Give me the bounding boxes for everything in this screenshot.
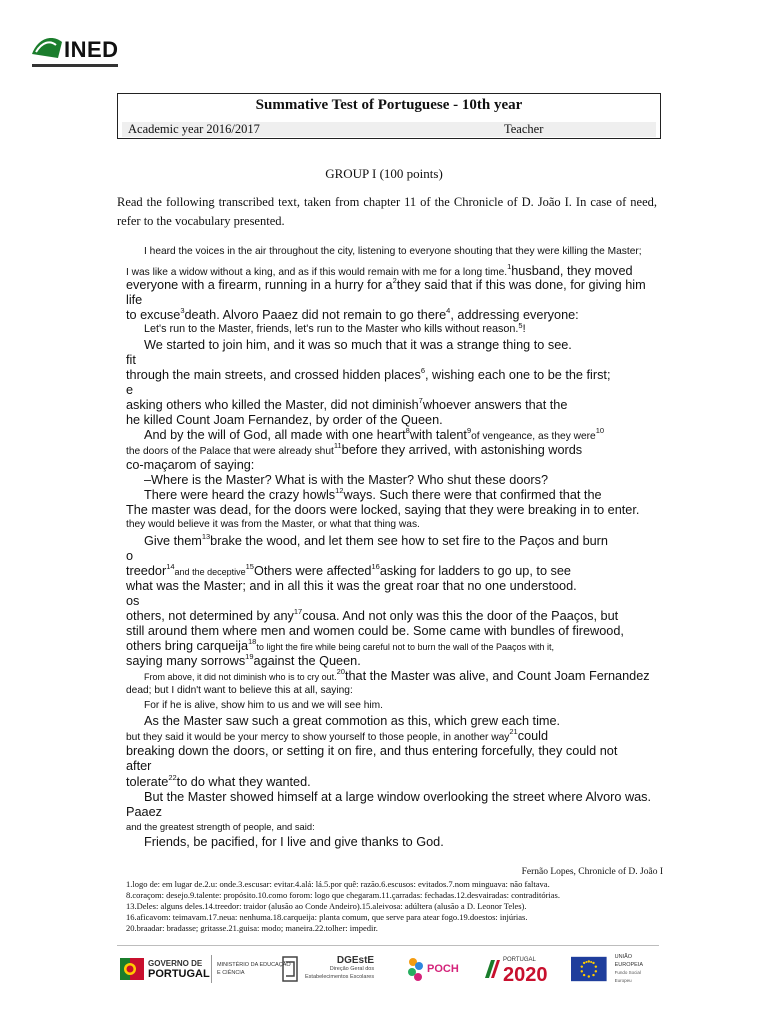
footnote-ref: 22	[168, 773, 177, 782]
intro-paragraph: Read the following transcribed text, taken from chapter 11 of the Chronicle of D. João I. In case of need, refer to the vocabulary presented.	[117, 195, 657, 228]
text-segment: e	[126, 383, 134, 397]
text-segment: of vengeance, as they were	[471, 431, 596, 442]
text-segment: others, not determined by any	[126, 609, 294, 623]
text-segment: treedor	[126, 564, 167, 578]
text-line	[144, 835, 444, 849]
text-segment: For if he is alive, show him to us and we will see him.	[144, 700, 383, 711]
text-line	[126, 759, 151, 773]
text-segment: os	[126, 594, 140, 608]
text-segment: against the Queen.	[253, 654, 361, 668]
text-segment: life	[126, 293, 143, 307]
text-segment: brake the wood, and let them see how to set fire to the Paços and burn	[210, 534, 608, 548]
academic-year: Academic year 2016/2017	[128, 122, 260, 136]
text-line	[126, 685, 353, 696]
text-line	[126, 368, 610, 382]
footnote-ref: 2	[392, 276, 397, 285]
test-header	[117, 93, 661, 139]
text-segment: with talent	[409, 428, 467, 442]
footnote-ref: 21	[509, 727, 518, 736]
text-line	[126, 264, 633, 278]
text-line	[126, 594, 139, 608]
text-segment: could	[517, 729, 549, 743]
text-line	[126, 609, 618, 623]
eu-flag-icon	[571, 956, 607, 982]
footnote-ref: 14	[166, 562, 175, 571]
governo-portugal-logo	[120, 951, 210, 987]
footnote-ref: 8	[405, 426, 410, 435]
text-line	[126, 744, 617, 758]
portugal-2020-mark-icon	[483, 956, 501, 982]
text-segment: co-maçarom of saying:	[126, 458, 255, 472]
text-line	[126, 353, 136, 367]
text-segment: and the deceptive	[174, 567, 246, 577]
text-segment: after	[126, 759, 152, 773]
vocab-line: 20.braadar: bradasse; gritasse.21.guisa: modo; maneira.22.tolher: impedir.	[126, 923, 378, 933]
vocab-line: 1.logo de: em lugar de.2.u: onde.3.escusar: evitar.4.alá: lá.5.por quê: razão.6.escusos: evitados.7.nom minguava: não faltava.	[126, 879, 550, 889]
footnote-ref: 5	[518, 321, 523, 330]
text-segment: to light the fire while being careful not to burn the wall of the Paaços with it,	[256, 642, 555, 652]
text-line	[126, 654, 361, 668]
governo-line-1: GOVERNO DE	[148, 959, 203, 968]
text-segment: death. Alvoro Paaez did not remain to go there	[184, 308, 447, 322]
text-segment: whoever answers that the	[422, 398, 568, 412]
test-title: Summative Test of Portuguese - 10th year	[255, 97, 523, 113]
text-segment: through the main streets, and crossed hidden places	[126, 368, 421, 382]
portugal-shield-icon	[120, 954, 144, 984]
eu-line-1: UNIÃO EUROPEIA	[614, 954, 644, 968]
eu-logo	[571, 951, 659, 987]
poch-figure-icon	[404, 954, 426, 984]
text-segment: but they said it would be your mercy to show yourself to those people, in another way	[126, 732, 510, 743]
text-segment: husband, they moved	[511, 264, 633, 278]
text-line	[144, 714, 560, 728]
text-segment: o	[126, 549, 134, 563]
text-segment: Give them	[144, 534, 202, 548]
text-segment: Paaez	[126, 805, 162, 819]
dgeste-logo	[281, 951, 374, 987]
footnote-ref: 11	[333, 441, 342, 450]
text-line	[126, 308, 579, 322]
text-segment: The master was dead, for the doors were locked, saying that they were breaking in to enter.	[126, 503, 640, 517]
text-line	[126, 443, 582, 457]
text-segment: what was the Master; and in all this it was the great roar that no one understood.	[126, 579, 577, 593]
text-line	[126, 293, 142, 307]
footer-divider	[117, 945, 659, 946]
footnote-ref: 20	[336, 667, 345, 676]
footnote-ref: 13	[201, 532, 211, 541]
text-source: Fernão Lopes, Chronicle of D. João I	[521, 867, 663, 877]
text-line	[144, 338, 572, 352]
text-segment: But the Master showed himself at a large window overlooking the street where Alvoro was.	[144, 790, 652, 804]
ministerio-line-1: MINISTÉRIO DA EDUCAÇÃO	[217, 962, 291, 968]
poch-logo	[404, 951, 459, 987]
text-line	[144, 790, 651, 804]
text-segment: We started to join him, and it was so much that it was a strange thing to see.	[144, 338, 572, 352]
dgeste-line-2: Direção Geral dos	[329, 966, 375, 972]
text-segment: the doors of the Palace that were already shut	[126, 446, 334, 457]
text-line	[126, 729, 548, 743]
text-segment: Let's run to the Master, friends, let's run to the Master who kills without reason.	[144, 323, 519, 335]
footnote-ref: 9	[466, 426, 472, 435]
text-line	[126, 519, 420, 530]
text-segment: asking others who killed the Master, did not diminish	[126, 398, 419, 412]
text-line	[126, 624, 624, 638]
text-line	[126, 458, 254, 472]
text-segment: There were heard the crazy howls	[144, 488, 336, 502]
text-segment: !	[522, 323, 526, 335]
text-line	[144, 488, 602, 502]
teacher-label: Teacher	[504, 122, 544, 136]
text-line	[126, 383, 133, 397]
footnote-ref: 1	[507, 262, 512, 271]
text-segment: everyone with a firearm, running in a hurry for a	[126, 278, 393, 292]
dgeste-line-3: Estabelecimentos Escolares	[305, 974, 375, 980]
footer-logos	[117, 949, 659, 989]
text-segment: cousa. And not only was this the door of the Paaços, but	[302, 609, 619, 623]
text-line	[126, 775, 311, 789]
text-segment: to do what they wanted.	[176, 775, 311, 789]
text-segment: to excuse	[126, 308, 181, 322]
text-segment: I heard the voices in the air throughout the city, listening to everyone shouting that they were killing the Master;	[144, 246, 642, 257]
text-line	[144, 700, 383, 711]
text-segment: they said that if this was done, for giving him	[396, 278, 646, 292]
text-line	[144, 246, 642, 257]
footnote-ref: 3	[180, 306, 185, 315]
governo-line-2: PORTUGAL	[148, 968, 210, 980]
group-heading: GROUP I (100 points)	[325, 166, 443, 181]
text-line	[126, 805, 162, 819]
text-line	[144, 534, 608, 548]
text-segment: others bring carqueija	[126, 639, 249, 653]
vocab-line: 13.Deles: alguns deles.14.treedor: traidor (alusão ao Conde Andeiro).15.aleivosa: adúltera (alusão a D. Leonor Teles).	[126, 901, 527, 911]
portugal2020-line-2: 2020	[503, 963, 548, 986]
text-line	[126, 278, 646, 292]
text-line	[144, 669, 650, 683]
text-segment: that the Master was alive, and Count Joam Fernandez	[344, 669, 650, 683]
footnote-ref: 4	[446, 306, 451, 315]
text-segment: he killed Count Joam Fernandez, by order of the Queen.	[126, 413, 443, 427]
text-line	[126, 564, 571, 578]
text-segment: And by the will of God, all made with one heart	[144, 428, 406, 442]
footnote-ref: 7	[418, 396, 423, 405]
text-line	[126, 579, 577, 593]
footnote-ref: 18	[248, 637, 257, 646]
text-segment: Friends, be pacified, for I live and give thanks to God.	[144, 835, 444, 849]
footnote-ref: 15	[245, 562, 254, 571]
eu-line-2: Fundo Social Europeu	[614, 970, 641, 983]
ined-logo	[28, 32, 120, 70]
vocabulary-list	[126, 879, 560, 934]
dgeste-title: DGEstE	[336, 955, 375, 966]
text-segment: breaking down the doors, or setting it on fire, and thus entering forcefully, they could not	[126, 744, 618, 758]
text-segment: ways. Such there were that confirmed that the	[343, 488, 602, 502]
text-segment: dead; but I didn't want to believe this at all, saying:	[126, 685, 353, 696]
footnote-ref: 12	[335, 486, 344, 495]
text-segment: From above, it did not diminish who is to cry out.	[144, 672, 337, 682]
text-segment: still around them where men and women could be. Some came with bundles of firewood,	[126, 624, 624, 638]
text-segment: tolerate	[126, 775, 169, 789]
text-line	[126, 398, 567, 412]
portugal2020-line-1: PORTUGAL	[503, 956, 536, 963]
text-line	[126, 503, 639, 517]
ministerio-line-2: E CIÊNCIA	[217, 970, 245, 976]
footnote-ref: 10	[595, 426, 605, 435]
svg-text:INED: INED	[64, 37, 118, 62]
text-line	[126, 821, 315, 832]
text-segment: As the Master saw such a great commotion as this, which grew each time.	[144, 714, 561, 728]
text-segment: Others were affected	[253, 564, 372, 578]
text-segment: I was like a widow without a king, and as if this would remain with me for a long time.	[126, 267, 508, 278]
text-segment: , addressing everyone:	[450, 308, 579, 322]
text-line	[126, 413, 443, 427]
text-line	[126, 639, 554, 653]
text-line	[126, 549, 133, 563]
dgeste-emblem-icon	[281, 954, 299, 984]
text-line	[144, 473, 548, 487]
portugal-2020-logo	[483, 951, 548, 987]
poch-label: POCH	[427, 963, 459, 975]
footnote-ref: 19	[245, 652, 254, 661]
text-segment: saying many sorrows	[126, 654, 246, 668]
text-segment: they would believe it was from the Master, or what that thing was.	[126, 519, 420, 530]
text-segment: and the greatest strength of people, and said:	[126, 821, 315, 832]
text-line	[144, 323, 526, 335]
footnote-ref: 6	[420, 366, 425, 375]
text-line	[144, 428, 604, 442]
header-meta-row	[122, 122, 656, 137]
text-segment: before they arrived, with astonishing words	[341, 443, 583, 457]
footnote-ref: 16	[371, 562, 380, 571]
text-segment: –Where is the Master? What is with the Master? Who shut these doors?	[144, 473, 549, 487]
vocab-line: 8.coraçom: desejo.9.talente: propósito.10.como forom: logo que chegaram.11.çarradas: fechadas.12.desvairadas: contraditórias.	[126, 890, 560, 900]
vocab-line: 16.aficavom: teimavam.17.neua: nenhuma.18.carqueija: planta comum, que serve para atear fogo.19.doestos: injúrias.	[126, 912, 528, 922]
ministerio-logo	[211, 955, 291, 983]
text-segment: , wishing each one to be the first;	[424, 368, 611, 382]
footnote-ref: 17	[293, 607, 303, 616]
text-segment: asking for ladders to go up, to see	[379, 564, 571, 578]
text-segment: fit	[126, 353, 136, 367]
